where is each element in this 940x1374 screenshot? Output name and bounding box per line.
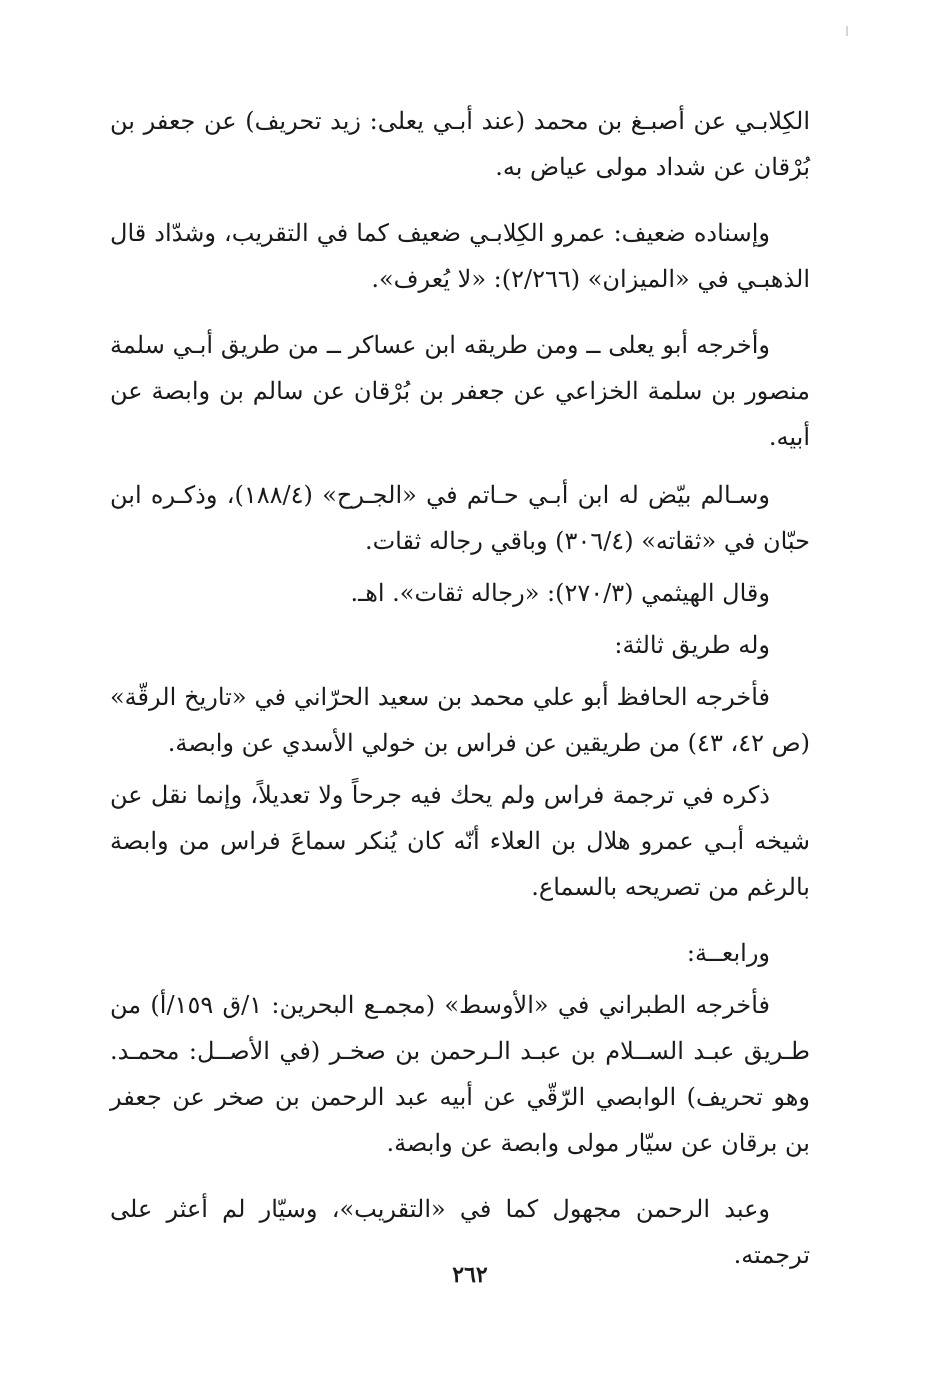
paragraph-11: وعبد الرحمن مجهول كما في «التقريب»، وسيّار لم أعثر على ترجمته. [110, 1195, 810, 1269]
paragraph-3: وأخرجه أبو يعلى ــ ومن طريقه ابن عساكر ــ من طريق أبـي سلمة منصور بن سلمة الخزاعي عن جعفر بن بُرْقان عن سالم بن وابصة عن أبيه. [110, 331, 810, 451]
paragraph-9: ورابعــة: [686, 939, 770, 967]
paragraph-5: وقال الهيثمي (٢٧٠/٣): «رجاله ثقات». اهـ. [350, 579, 770, 607]
paragraph-7: فأخرجه الحافظ أبو علي محمد بن سعيد الحرّاني في «تاريخ الرقّة» (ص ٤٢، ٤٣) من طريقين عن فراس بن خولي الأسدي عن وابصة. [110, 683, 810, 757]
paragraph-2: وإسناده ضعيف: عمرو الكِلابـي ضعيف كما في التقريب، وشدّاد قال الذهبـي في «الميزان» (٢/٢٦٦): «لا يُعرف». [110, 219, 810, 293]
paragraph-4: وسـالم بيّض له ابن أبـي حـاتم في «الجـرح» (١٨٨/٤)، وذكـره ابن حبّان في «ثقاته» (٣٠٦/٤) وباقي رجاله ثقات. [110, 481, 810, 555]
paragraph-1: الكِلابـي عن أصبـغ بن محمد (عند أبـي يعلى: زيد تحريف) عن جعفر بن بُرْقان عن شداد مولى عياض به. [110, 107, 810, 181]
paragraph-10: فأخرجه الطبراني في «الأوسط» (مجمـع البحرين: ١/ق ١٥٩/أ) من طـريق عبـد الســلام بن عبـد الـرحمن بن صخـر (في الأصــل: محمـد. وهو تحريف) الوابصي الرّقّي عن أبيه عبد الرحمن بن صخر عن جعفر بن برقان عن سيّار مولى وابصة عن وابصة. [110, 991, 810, 1157]
paragraph-8: ذكره في ترجمة فراس ولم يحك فيه جرحاً ولا تعديلاً، وإنما نقل عن شيخه أبـي عمرو هلال بن العلاء أنّه كان يُنكر سماعَ فراس من وابصة بالرغم من تصريحه بالسماع. [110, 781, 810, 901]
body-text [110, 98, 810, 1278]
scan-mark [846, 26, 848, 36]
page-number: ٢٦٢ [452, 1262, 488, 1288]
paragraph-6: وله طريق ثالثة: [614, 631, 770, 659]
